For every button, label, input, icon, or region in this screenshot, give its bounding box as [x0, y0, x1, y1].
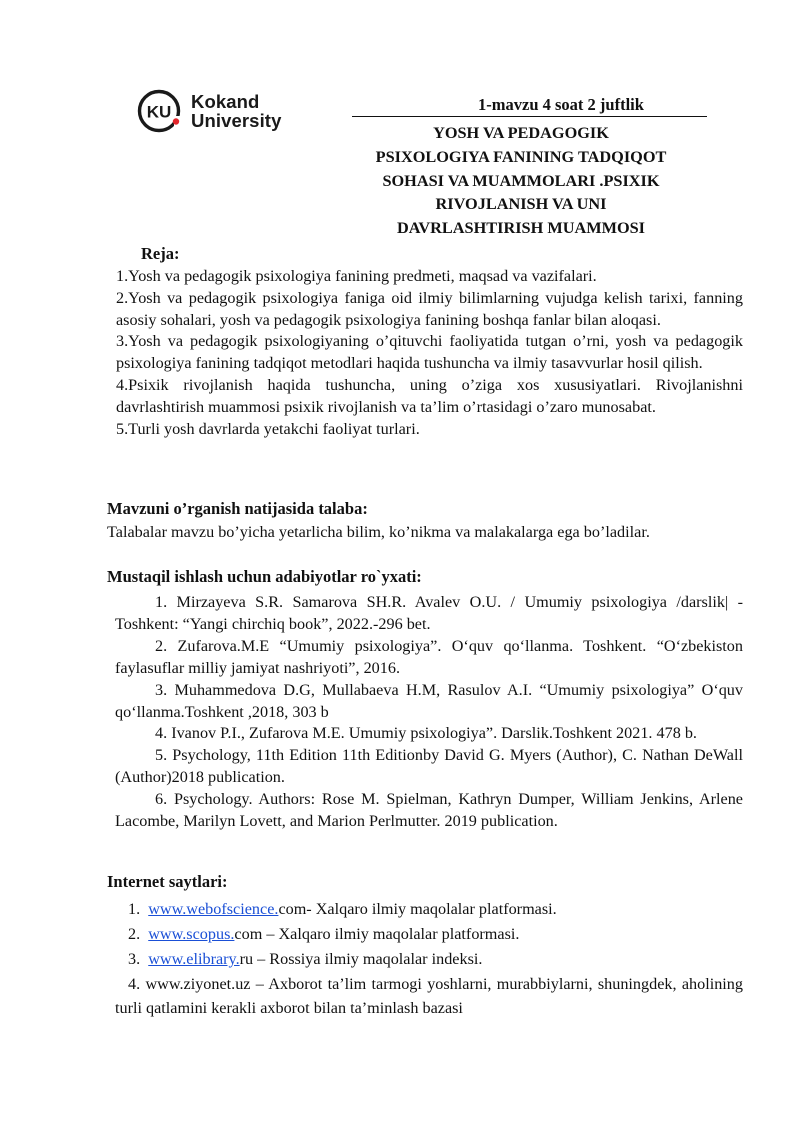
reference-item: 4. Ivanov P.I., Zufarova M.E. Umumiy psixologiya”. Darslik.Toshkent 2021. 478 b.	[155, 724, 697, 743]
site-description: ru – Rossiya ilmiy maqolalar indeksi.	[239, 950, 483, 968]
outcome-heading: Mavzuni o’rganish natijasida talaba:	[107, 499, 368, 518]
title-line: DAVRLASHTIRISH MUAMMOSI	[396, 218, 646, 238]
site-number: 1.	[128, 900, 141, 918]
site-link-elibrary[interactable]: www.elibrary.	[148, 950, 240, 968]
plan-item: 1.Yosh va pedagogik psixologiya fanining predmeti, maqsad va vazifalari.	[116, 267, 597, 285]
topic-label: 1-mavzu 4 soat 2 juftlik	[478, 95, 644, 114]
reference-item: 6. Psychology. Authors: Rose M. Spielman, Kathryn Dumper, William Jenkins, Arlene Lacombe, Marilyn Lovett, and Marion Perlmutter. 2019 publication.	[115, 790, 743, 831]
reference-item: 5. Psychology, 11th Edition 11th Editionby David G. Myers (Author), C. Nathan DeWall (Author)2018 publication.	[115, 746, 743, 787]
plan-item: 2.Yosh va pedagogik psixologiya faniga oid ilmiy bilimlarning vujudga kelish tarixi, fanning asosiy sohalari, yosh va pedagogik psixologiya fanining boshqa fanlar bilan aloqasi.	[116, 288, 743, 329]
plan-item: 3.Yosh va pedagogik psixologiyaning o’qituvchi faoliyatida tutgan o’rni, yosh va pedagogik psixologiya fanining tadqiqot metodlari haqida tushuncha va ilmiy tasavvurlar hosil qilish.	[116, 332, 743, 373]
topic-header	[352, 95, 707, 117]
svg-text:KU: KU	[146, 102, 172, 122]
reference-item: 2. Zufarova.M.E “Umumiy psixologiya”. O‘quv qo‘llanma. Toshkent. “O‘zbekiston faylasuflar milliy jamiyat nashriyoti”, 2016.	[115, 636, 743, 677]
plan-list	[116, 266, 743, 440]
site-item	[115, 947, 743, 972]
kokand-university-logo	[136, 88, 281, 134]
reference-item: 1. Mirzayeva S.R. Samarova SH.R. Avalev O.U. / Umumiy psixologiya /darslik| -Toshkent: “Yangi chirchiq book”, 2022.-296 bet.	[115, 593, 743, 633]
site-link-webofscience[interactable]: www.webofscience.	[148, 900, 279, 918]
internet-heading: Internet saytlari:	[107, 872, 228, 891]
ku-logo-icon	[136, 88, 182, 134]
logo-line-1: Kokand	[191, 91, 260, 112]
plan-heading: Reja:	[141, 244, 180, 263]
reference-item: 3. Muhammedova D.G, Mullabaeva H.M, Rasulov A.I. “Umumiy psixologiya” O‘quv qo‘llanma.Toshkent ,2018, 303 b	[115, 680, 743, 721]
logo-line-2: University	[191, 110, 282, 131]
site-description: com – Xalqaro ilmiy maqolalar platformasi.	[234, 925, 520, 943]
site-number: 2.	[128, 925, 141, 943]
internet-sites-list	[115, 897, 743, 1020]
site-link-scopus[interactable]: www.scopus.	[148, 925, 235, 943]
site-item	[115, 897, 743, 922]
title-line: PSIXOLOGIYA FANINING TADQIQOT	[375, 146, 667, 166]
title-line: SOHASI VA MUAMMOLARI .PSIXIK	[382, 170, 660, 190]
site-description: com- Xalqaro ilmiy maqolalar platformasi.	[278, 900, 557, 918]
title-line: RIVOJLANISH VA UNI	[435, 194, 607, 214]
references-heading: Mustaqil ishlash uchun adabiyotlar ro`yxati:	[107, 567, 422, 586]
plan-item: 5.Turli yosh davrlarda yetakchi faoliyat turlari.	[116, 419, 420, 438]
plan-item: 4.Psixik rivojlanish haqida tushuncha, uning o’ziga xos xususiyatlari. Rivojlanishni davrlashtirish muammosi psixik rivojlanish va ta’lim o’rtasidagi o’zaro munosabat.	[116, 375, 743, 416]
site-number: 3.	[128, 950, 141, 968]
site-item-ziyonet: 4. www.ziyonet.uz – Axborot ta’lim tarmogi yoshlarni, murabbiylarni, shuningdek, aholining turli qatlamini kerakli axborot bilan ta’minlash bazasi	[115, 975, 743, 1017]
title-line: YOSH VA PEDAGOGIK	[433, 123, 609, 142]
references-list	[115, 592, 743, 833]
document-title	[336, 121, 706, 240]
outcome-text: Talabalar mavzu bo’yicha yetarlicha bilim, ko’nikma va malakalarga ega bo’ladilar.	[107, 523, 650, 541]
site-item	[115, 922, 743, 947]
